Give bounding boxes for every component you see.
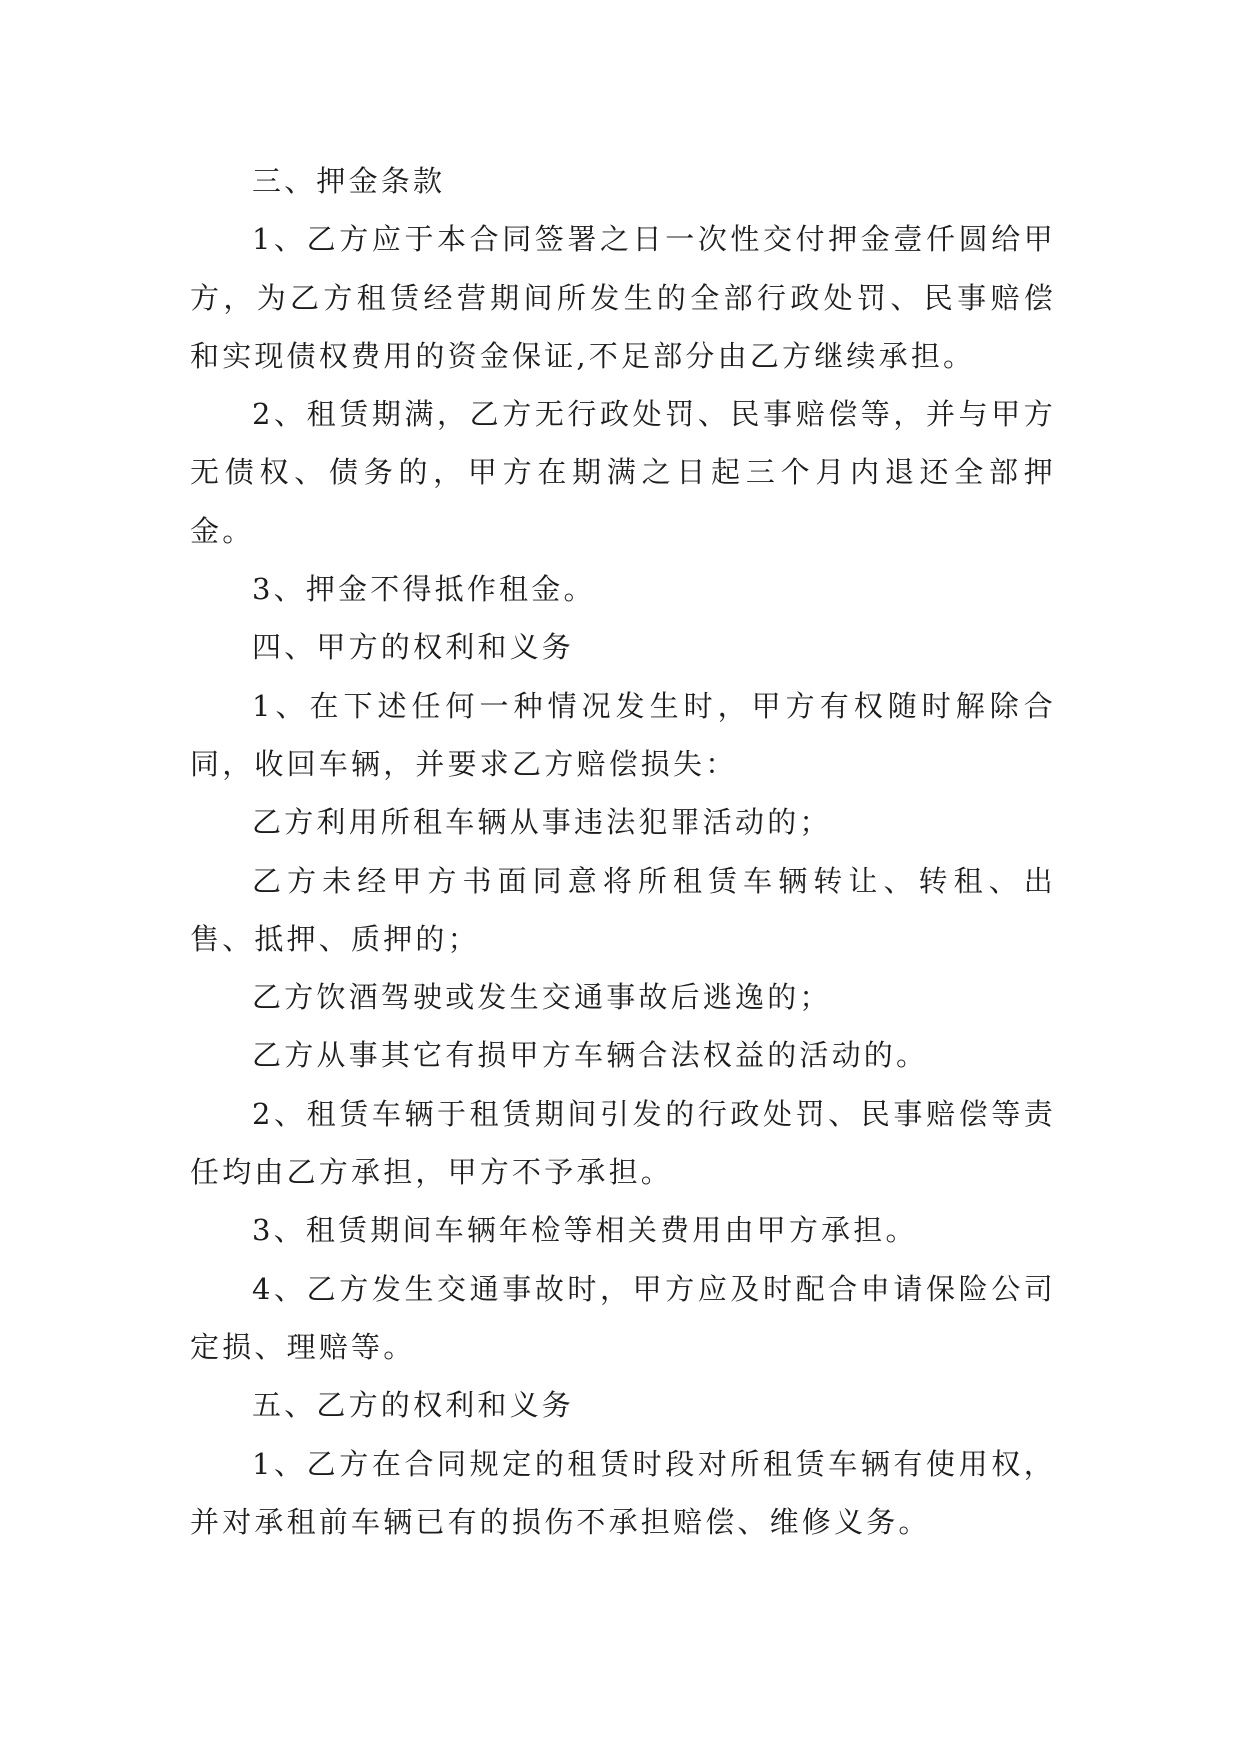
paragraph-party-a-1-case-1: 乙方利用所租车辆从事违法犯罪活动的； <box>252 805 832 840</box>
paragraph-party-a-1-case-2: 乙方未经甲方书面同意将所租赁车辆转让、转租、出售、抵押、质押的； <box>190 863 1056 956</box>
section-heading-party-a: 四、甲方的权利和义务 <box>252 630 575 665</box>
paragraph-deposit-3: 3、押金不得抵作租金。 <box>252 572 596 607</box>
paragraph-party-a-2: 2、租赁车辆于租赁期间引发的行政处罚、民事赔偿等责任均由乙方承担，甲方不予承担。 <box>190 1096 1056 1190</box>
section-heading-deposit: 三、押金条款 <box>252 164 446 198</box>
paragraph-deposit-2: 2、租赁期满，乙方无行政处罚、民事赔偿等，并与甲方无债权、债务的，甲方在期满之日起三个月内退还全部押金。 <box>190 397 1056 548</box>
paragraph-party-a-1-case-3: 乙方饮酒驾驶或发生交通事故后逃逸的； <box>252 980 832 1015</box>
document-body <box>190 152 1056 1551</box>
section-heading-party-b: 五、乙方的权利和义务 <box>252 1388 575 1423</box>
paragraph-deposit-1: 1、乙方应于本合同签署之日一次性交付押金壹仟圆给甲方，为乙方租赁经营期间所发生的全部行政处罚、民事赔偿和实现债权费用的资金保证,不足部分由乙方继续承担。 <box>190 222 1056 373</box>
paragraph-party-a-4: 4、乙方发生交通事故时，甲方应及时配合申请保险公司定损、理赔等。 <box>190 1271 1056 1364</box>
paragraph-party-b-1: 1、乙方在合同规定的租赁时段对所租赁车辆有使用权，并对承租前车辆已有的损伤不承担赔偿、维修义务。 <box>190 1446 1056 1539</box>
paragraph-party-a-3: 3、租赁期间车辆年检等相关费用由甲方承担。 <box>252 1213 918 1248</box>
paragraph-party-a-1: 1、在下述任何一种情况发生时，甲方有权随时解除合同，收回车辆，并要求乙方赔偿损失： <box>190 688 1056 781</box>
paragraph-party-a-1-case-4: 乙方从事其它有损甲方车辆合法权益的活动的。 <box>252 1038 929 1073</box>
